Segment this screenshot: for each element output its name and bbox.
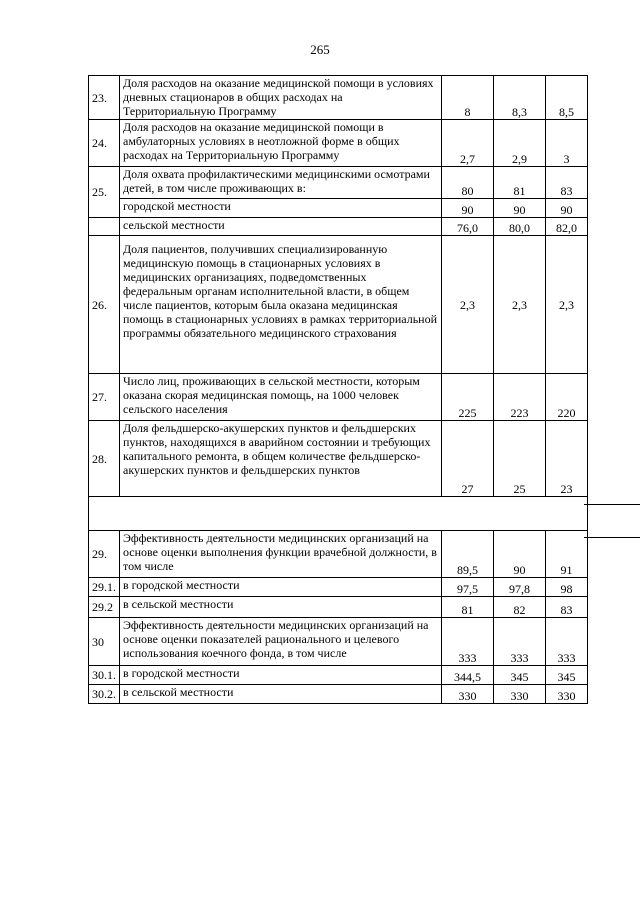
table-row [89,374,588,421]
value-col-2: 2,3 [494,236,546,374]
value-col-1: 81 [442,597,494,618]
value-col-1: 80 [442,167,494,199]
value-col-2: 8,3 [494,76,546,120]
indicator-name: Доля пациентов, получивших специализированную медицинскую помощь в стационарных условиях в медицинских организациях, подведомственных федеральным органам исполнительной власти, в общем числе пациентов, которым была оказана медицинская помощь в стационарных условиях в рамках территориальной программы обязательного медицинского страхования [120,236,442,374]
indicator-name: Доля расходов на оказание медицинской помощи в амбулаторных условиях в неотложной форме в общих расходах на Территориальную Программу [120,120,442,167]
value-col-1: 2,7 [442,120,494,167]
indicator-name: Доля охвата профилактическими медицинскими осмотрами детей, в том числе проживающих в: [120,167,442,199]
row-number: 30.2. [89,685,120,704]
value-col-3: 8,5 [546,76,588,120]
row-number: 24. [89,120,120,167]
indicator-name: Число лиц, проживающих в сельской местности, которым оказана скорая медицинская помощь, на 1000 человек сельского населения [120,374,442,421]
value-col-1: 344,5 [442,666,494,685]
table-row [89,597,588,618]
table-row [89,218,588,236]
value-col-3: 3 [546,120,588,167]
value-col-1: 330 [442,685,494,704]
separator-row [89,497,588,531]
value-col-3: 23 [546,421,588,497]
row-number [89,218,120,236]
indicator-name: сельской местности [120,218,442,236]
table-row [89,685,588,704]
value-col-2: 80,0 [494,218,546,236]
table-row [89,199,588,218]
table-row [89,236,588,374]
table-row [89,666,588,685]
value-col-2: 82 [494,597,546,618]
value-col-1: 76,0 [442,218,494,236]
value-col-3: 330 [546,685,588,704]
value-col-3: 333 [546,618,588,666]
value-col-2: 90 [494,199,546,218]
table-row [89,167,588,199]
value-col-2: 81 [494,167,546,199]
indicator-name: в городской местности [120,578,442,597]
table-row [89,421,588,497]
row-number: 25. [89,167,120,218]
separator-extension [584,504,640,538]
value-col-2: 330 [494,685,546,704]
row-number: 26. [89,236,120,374]
value-col-1: 90 [442,199,494,218]
value-col-1: 2,3 [442,236,494,374]
value-col-3: 98 [546,578,588,597]
row-number: 29.2 [89,597,120,618]
row-number: 29. [89,531,120,578]
value-col-3: 83 [546,167,588,199]
row-number: 28. [89,421,120,497]
value-col-2: 90 [494,531,546,578]
value-col-1: 97,5 [442,578,494,597]
indicator-name: в сельской местности [120,597,442,618]
indicator-name: Доля фельдшерско-акушерских пунктов и фельдшерских пунктов, находящихся в аварийном состоянии и требующих капитального ремонта, в общем количестве фельдшерско-акушерских пунктов и фельдшерских пунктов [120,421,442,497]
indicator-name: городской местности [120,199,442,218]
value-col-2: 97,8 [494,578,546,597]
value-col-1: 333 [442,618,494,666]
row-number: 30 [89,618,120,666]
value-col-1: 89,5 [442,531,494,578]
row-number: 29.1. [89,578,120,597]
value-col-2: 333 [494,618,546,666]
indicators-table [88,75,588,704]
value-col-3: 90 [546,199,588,218]
value-col-2: 2,9 [494,120,546,167]
value-col-2: 223 [494,374,546,421]
value-col-3: 345 [546,666,588,685]
table-row [89,578,588,597]
value-col-1: 8 [442,76,494,120]
table-row [89,120,588,167]
page-number: 265 [310,42,330,57]
row-number: 23. [89,76,120,120]
value-col-1: 27 [442,421,494,497]
table-row [89,531,588,578]
value-col-3: 2,3 [546,236,588,374]
value-col-1: 225 [442,374,494,421]
value-col-3: 82,0 [546,218,588,236]
empty-separator-cell [89,497,588,531]
indicator-name: Доля расходов на оказание медицинской помощи в условиях дневных стационаров в общих расходах на Территориальную Программу [120,76,442,120]
indicator-name: в сельской местности [120,685,442,704]
value-col-3: 83 [546,597,588,618]
indicator-name: Эффективность деятельности медицинских организаций на основе оценки выполнения функции врачебной должности, в том числе [120,531,442,578]
row-number: 27. [89,374,120,421]
value-col-2: 25 [494,421,546,497]
indicator-name: Эффективность деятельности медицинских организаций на основе оценки показателей рационального и целевого использования коечного фонда, в том числе [120,618,442,666]
table-row [89,76,588,120]
row-number: 30.1. [89,666,120,685]
value-col-3: 91 [546,531,588,578]
value-col-3: 220 [546,374,588,421]
value-col-2: 345 [494,666,546,685]
indicator-name: в городской местности [120,666,442,685]
table-row [89,618,588,666]
